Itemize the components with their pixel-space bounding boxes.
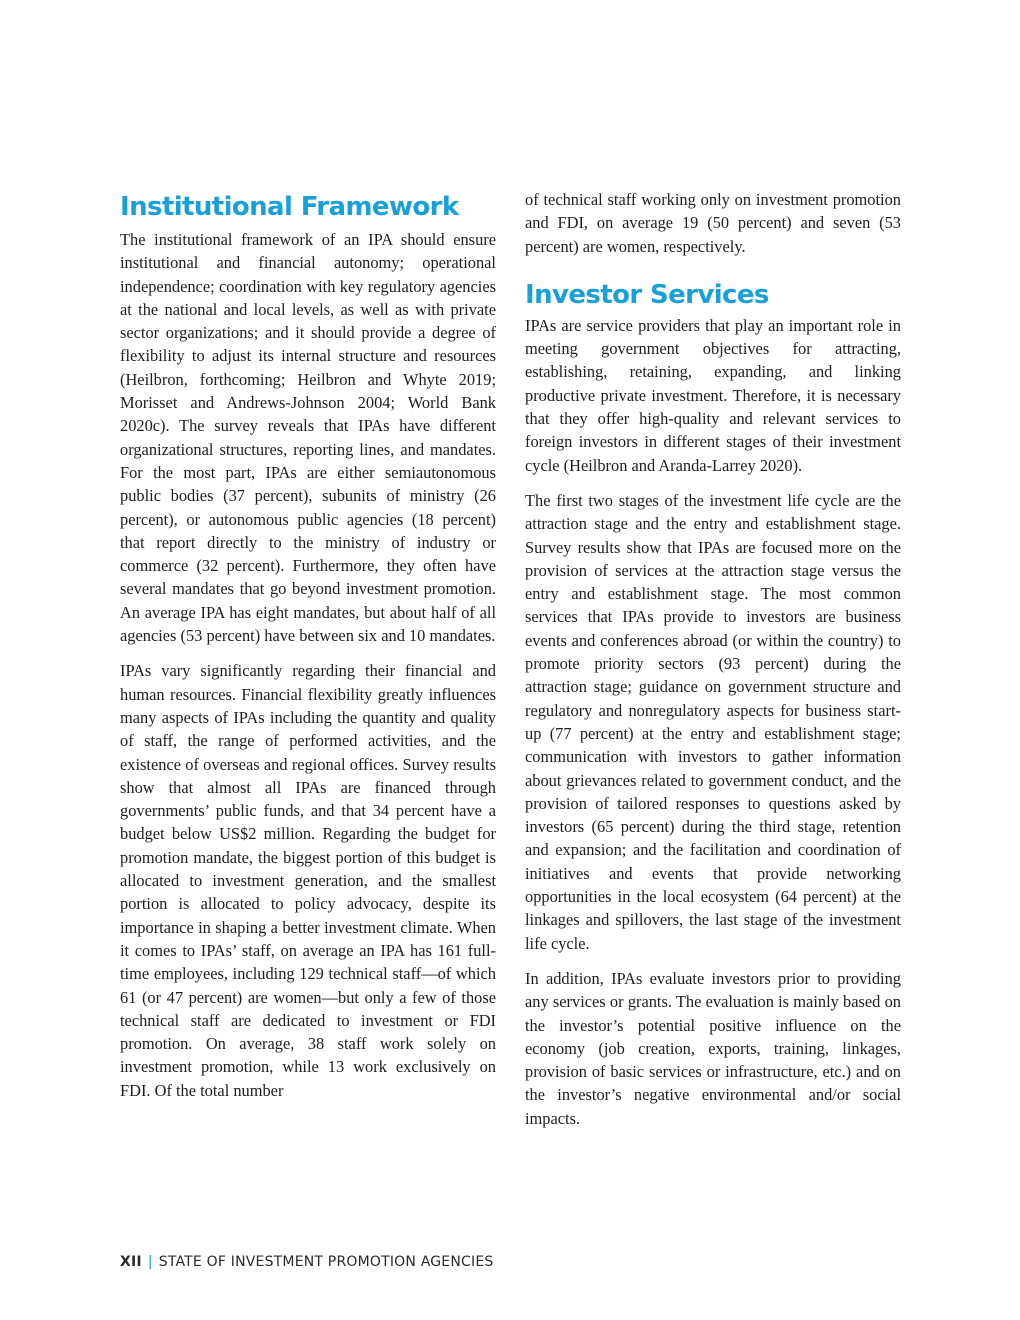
body-paragraph: The first two stages of the investment life cycle are the attraction stage and the entry and establishment stage. Survey results show that IPAs are focused more on the provision of services at the attraction stage versus the entry and establishment stage. The most common services that IPAs provide to investors are business events and conferences abroad (or within the country) to promote priority sectors (93 percent) during the attraction stage; guidance on government structure and regulatory and nonregulatory aspects for business start-up (77 percent) at the entry and establishment stage; communication with investors to gather information about grievances related to government conduct, and the provision of tailored responses to questions asked by investors (65 percent) during the third stage, retention and expansion; and the facilitation and coordination of initiatives and events that provide networking opportunities in the local ecosystem (64 percent) at the linkages and spillovers, the last stage of the investment life cycle. [525,490,901,953]
footer-separator: | [147,1254,153,1270]
left-column [120,188,496,1114]
body-paragraph: In addition, IPAs evaluate investors prior to providing any services or grants. The evaluation is mainly based on the investor’s potential positive influence on the economy (job creation, exports, training, linkages, provision of basic services or infrastructure, etc.) and on the investor’s negative environmental and/or social impacts. [525,968,901,1128]
body-paragraph: The institutional framework of an IPA should ensure institutional and financial autonomy; operational independence; coordination with key regulatory agencies at the national and local levels, as well as with private sector organizations; and it should provide a degree of flexibility to adjust its internal structure and resources (Heilbron, forthcoming; Heilbron and Whyte 2019; Morisset and Andrews-Johnson 2004; World Bank 2020c). The survey reveals that IPAs have different organizational structures, reporting lines, and mandates. For the most part, IPAs are either semiautonomous public bodies (37 percent), subunits of ministry (26 percent), or autonomous public agencies (18 percent) that report directly to the ministry of industry or commerce (32 percent). Furthermore, they often have several mandates that go beyond investment promotion. An average IPA has eight mandates, but about half of all agencies (53 percent) have between six and 10 mandates. [120,230,496,646]
page-number: XII [120,1254,142,1270]
continued-paragraph: of technical staff working only on investment promotion and FDI, on average 19 (50 percent) and seven (53 percent) are women, respectively. [525,190,901,256]
section-heading-institutional-framework: Institutional Framework [120,192,459,222]
body-paragraph: IPAs are service providers that play an important role in meeting government objectives for attracting, establishing, retaining, expanding, and linking productive private investment. Therefore, it is necessary that they offer high-quality and relevant services to foreign investors in different stages of their investment cycle (Heilbron and Aranda-Larrey 2020). [525,315,901,475]
page-footer [120,1254,493,1270]
section-heading-investor-services: Investor Services [525,279,769,310]
body-paragraph: IPAs vary significantly regarding their financial and human resources. Financial flexibility greatly influences many aspects of IPAs including the quantity and quality of staff, the range of performed activities, and the existence of overseas and regional offices. Survey results show that almost all IPAs are financed through governments’ public funds, and that 34 percent have a budget below US$2 million. Regarding the budget for promotion mandate, the biggest portion of this budget is allocated to investment generation, and the smallest portion is allocated to policy advocacy, despite its importance in shaping a better investment climate. When it comes to IPAs’ staff, on average an IPA has 161 full-time employees, including 129 technical staff—of which 61 (or 47 percent) are women—but only a few of those technical staff are dedicated to investment or FDI promotion. On average, 38 staff work solely on investment promotion, while 13 work exclusively on FDI. Of the total number [120,661,496,1100]
right-column [525,188,901,1142]
running-title: STATE OF INVESTMENT PROMOTION AGENCIES [158,1254,494,1270]
